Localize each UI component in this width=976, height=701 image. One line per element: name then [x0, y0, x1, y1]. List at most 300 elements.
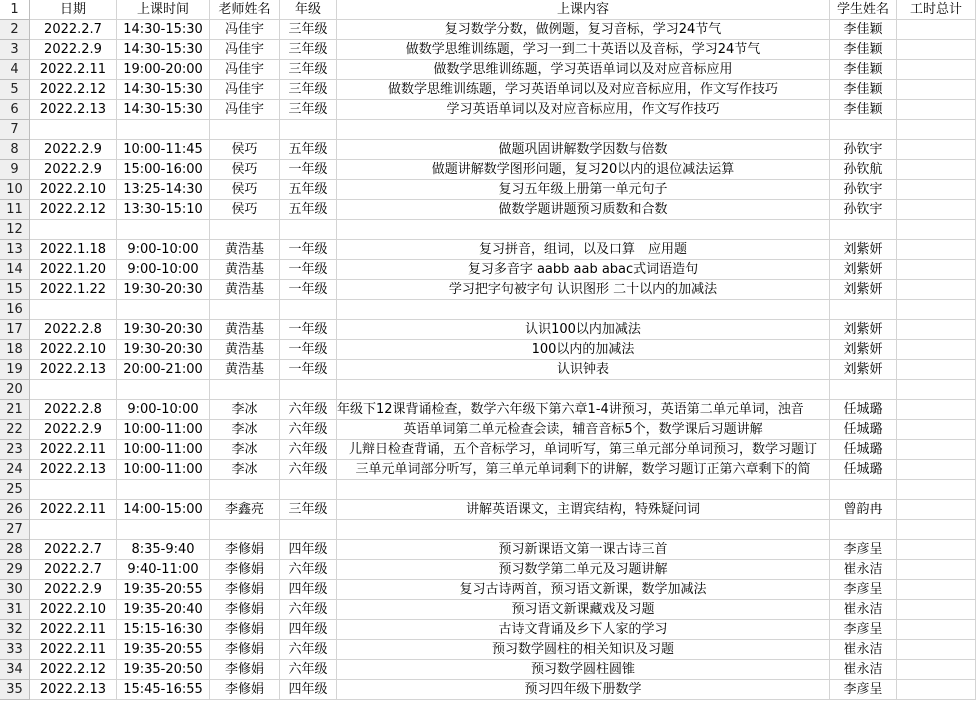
- total-hours-cell[interactable]: [897, 680, 976, 700]
- date-cell[interactable]: 2022.2.7: [30, 20, 117, 40]
- student-name-cell[interactable]: [830, 120, 897, 140]
- row-number[interactable]: 9: [0, 160, 30, 180]
- grade-cell[interactable]: 四年级: [280, 580, 337, 600]
- student-name-cell[interactable]: 李佳颖: [830, 60, 897, 80]
- row-number[interactable]: 34: [0, 660, 30, 680]
- table-row[interactable]: [0, 460, 976, 480]
- total-hours-cell[interactable]: [897, 60, 976, 80]
- teacher-name-cell[interactable]: 侯巧: [210, 200, 280, 220]
- date-cell[interactable]: 2022.2.10: [30, 340, 117, 360]
- lesson-content-cell[interactable]: 预习数学第二单元及习题讲解: [337, 560, 830, 580]
- lesson-content-cell[interactable]: 做数学思维训练题，学习一到二十英语以及音标，学习24节气: [337, 40, 830, 60]
- row-number[interactable]: 5: [0, 80, 30, 100]
- lesson-content-cell[interactable]: 预习数学圆柱的相关知识及习题: [337, 640, 830, 660]
- teacher-name-cell[interactable]: 冯佳宇: [210, 60, 280, 80]
- header-date-cell[interactable]: 日期: [30, 0, 117, 20]
- header-student-name-cell[interactable]: 学生姓名: [830, 0, 897, 20]
- date-cell[interactable]: 2022.2.8: [30, 320, 117, 340]
- row-number[interactable]: 13: [0, 240, 30, 260]
- grade-cell[interactable]: 六年级: [280, 460, 337, 480]
- grade-cell[interactable]: 一年级: [280, 160, 337, 180]
- date-cell[interactable]: 2022.2.13: [30, 360, 117, 380]
- table-row[interactable]: [0, 240, 976, 260]
- date-cell[interactable]: 2022.2.9: [30, 140, 117, 160]
- student-name-cell[interactable]: [830, 380, 897, 400]
- lesson-content-cell[interactable]: [337, 120, 830, 140]
- lesson-content-cell[interactable]: 复习五年级上册第一单元句子: [337, 180, 830, 200]
- lesson-content-cell[interactable]: 英语单词第二单元检查会读，辅音音标5个，数学课后习题讲解: [337, 420, 830, 440]
- row-number[interactable]: 20: [0, 380, 30, 400]
- student-name-cell[interactable]: [830, 480, 897, 500]
- date-cell[interactable]: 2022.2.12: [30, 80, 117, 100]
- class-time-cell[interactable]: 14:30-15:30: [117, 100, 210, 120]
- teacher-name-cell[interactable]: 侯巧: [210, 180, 280, 200]
- date-cell[interactable]: [30, 380, 117, 400]
- total-hours-cell[interactable]: [897, 420, 976, 440]
- lesson-content-cell[interactable]: 做题巩固讲解数学因数与倍数: [337, 140, 830, 160]
- class-time-cell[interactable]: 8:35-9:40: [117, 540, 210, 560]
- lesson-content-cell[interactable]: 预习数学圆柱圆锥: [337, 660, 830, 680]
- student-name-cell[interactable]: 孙钦宇: [830, 200, 897, 220]
- grade-cell[interactable]: 五年级: [280, 140, 337, 160]
- class-time-cell[interactable]: 19:35-20:40: [117, 600, 210, 620]
- grade-cell[interactable]: 四年级: [280, 680, 337, 700]
- total-hours-cell[interactable]: [897, 500, 976, 520]
- class-time-cell[interactable]: 15:00-16:00: [117, 160, 210, 180]
- table-row[interactable]: [0, 320, 976, 340]
- teacher-name-cell[interactable]: 李修娟: [210, 580, 280, 600]
- table-row[interactable]: [0, 80, 976, 100]
- lesson-content-cell[interactable]: 学习英语单词以及对应音标应用，作文写作技巧: [337, 100, 830, 120]
- teacher-name-cell[interactable]: [210, 480, 280, 500]
- teacher-name-cell[interactable]: 李修娟: [210, 680, 280, 700]
- teacher-name-cell[interactable]: 李冰: [210, 440, 280, 460]
- row-number[interactable]: 21: [0, 400, 30, 420]
- teacher-name-cell[interactable]: 李鑫亮: [210, 500, 280, 520]
- row-number[interactable]: 4: [0, 60, 30, 80]
- date-cell[interactable]: 2022.2.9: [30, 40, 117, 60]
- row-number[interactable]: 18: [0, 340, 30, 360]
- grade-cell[interactable]: 四年级: [280, 540, 337, 560]
- total-hours-cell[interactable]: [897, 380, 976, 400]
- teacher-name-cell[interactable]: 冯佳宇: [210, 20, 280, 40]
- total-hours-cell[interactable]: [897, 540, 976, 560]
- row-number[interactable]: 7: [0, 120, 30, 140]
- total-hours-cell[interactable]: [897, 140, 976, 160]
- student-name-cell[interactable]: 任城璐: [830, 400, 897, 420]
- teacher-name-cell[interactable]: 李修娟: [210, 660, 280, 680]
- total-hours-cell[interactable]: [897, 640, 976, 660]
- table-row[interactable]: [0, 220, 976, 240]
- table-row[interactable]: [0, 200, 976, 220]
- grade-cell[interactable]: 一年级: [280, 260, 337, 280]
- class-time-cell[interactable]: 13:30-15:10: [117, 200, 210, 220]
- student-name-cell[interactable]: 崔永洁: [830, 640, 897, 660]
- grade-cell[interactable]: [280, 520, 337, 540]
- student-name-cell[interactable]: 李佳颖: [830, 40, 897, 60]
- class-time-cell[interactable]: 9:00-10:00: [117, 400, 210, 420]
- grade-cell[interactable]: [280, 300, 337, 320]
- grade-cell[interactable]: 三年级: [280, 100, 337, 120]
- row-number[interactable]: 19: [0, 360, 30, 380]
- total-hours-cell[interactable]: [897, 520, 976, 540]
- lesson-content-cell[interactable]: 年级下12课背诵检查，数学六年级下第六章1-4讲预习，英语第二单元单词，浊音: [337, 400, 830, 420]
- row-number[interactable]: 12: [0, 220, 30, 240]
- row-number[interactable]: 1: [0, 0, 30, 20]
- class-time-cell[interactable]: 19:35-20:55: [117, 580, 210, 600]
- row-number[interactable]: 23: [0, 440, 30, 460]
- table-row[interactable]: [0, 40, 976, 60]
- row-number[interactable]: 6: [0, 100, 30, 120]
- grade-cell[interactable]: 三年级: [280, 500, 337, 520]
- lesson-content-cell[interactable]: [337, 380, 830, 400]
- header-grade-cell[interactable]: 年级: [280, 0, 337, 20]
- student-name-cell[interactable]: 李彦呈: [830, 620, 897, 640]
- student-name-cell[interactable]: 崔永洁: [830, 660, 897, 680]
- teacher-name-cell[interactable]: 黄浩基: [210, 260, 280, 280]
- student-name-cell[interactable]: 孙钦航: [830, 160, 897, 180]
- class-time-cell[interactable]: 19:35-20:50: [117, 660, 210, 680]
- date-cell[interactable]: 2022.2.9: [30, 160, 117, 180]
- teacher-name-cell[interactable]: [210, 520, 280, 540]
- table-row[interactable]: [0, 380, 976, 400]
- grade-cell[interactable]: 四年级: [280, 620, 337, 640]
- teacher-name-cell[interactable]: 冯佳宇: [210, 40, 280, 60]
- total-hours-cell[interactable]: [897, 560, 976, 580]
- grade-cell[interactable]: 一年级: [280, 240, 337, 260]
- lesson-content-cell[interactable]: 认识钟表: [337, 360, 830, 380]
- lesson-content-cell[interactable]: 讲解英语课文，主谓宾结构，特殊疑问词: [337, 500, 830, 520]
- total-hours-cell[interactable]: [897, 460, 976, 480]
- table-row[interactable]: [0, 160, 976, 180]
- lesson-content-cell[interactable]: [337, 300, 830, 320]
- student-name-cell[interactable]: 李彦呈: [830, 540, 897, 560]
- table-row[interactable]: [0, 640, 976, 660]
- row-number[interactable]: 26: [0, 500, 30, 520]
- row-number[interactable]: 33: [0, 640, 30, 660]
- teacher-name-cell[interactable]: 黄浩基: [210, 360, 280, 380]
- date-cell[interactable]: [30, 480, 117, 500]
- lesson-content-cell[interactable]: 古诗文背诵及乡下人家的学习: [337, 620, 830, 640]
- class-time-cell[interactable]: 10:00-11:00: [117, 460, 210, 480]
- grade-cell[interactable]: 六年级: [280, 400, 337, 420]
- student-name-cell[interactable]: 刘紫妍: [830, 260, 897, 280]
- class-time-cell[interactable]: 19:35-20:55: [117, 640, 210, 660]
- date-cell[interactable]: 2022.2.10: [30, 600, 117, 620]
- table-row[interactable]: [0, 20, 976, 40]
- student-name-cell[interactable]: 崔永洁: [830, 560, 897, 580]
- date-cell[interactable]: 2022.2.9: [30, 420, 117, 440]
- total-hours-cell[interactable]: [897, 100, 976, 120]
- lesson-content-cell[interactable]: 复习数学分数，做例题，复习音标，学习24节气: [337, 20, 830, 40]
- grade-cell[interactable]: 六年级: [280, 660, 337, 680]
- student-name-cell[interactable]: 孙钦宇: [830, 180, 897, 200]
- table-row[interactable]: [0, 400, 976, 420]
- teacher-name-cell[interactable]: 黄浩基: [210, 340, 280, 360]
- total-hours-cell[interactable]: [897, 580, 976, 600]
- student-name-cell[interactable]: 刘紫妍: [830, 360, 897, 380]
- date-cell[interactable]: [30, 220, 117, 240]
- table-row[interactable]: [0, 440, 976, 460]
- class-time-cell[interactable]: 13:25-14:30: [117, 180, 210, 200]
- lesson-content-cell[interactable]: [337, 520, 830, 540]
- teacher-name-cell[interactable]: 冯佳宇: [210, 100, 280, 120]
- student-name-cell[interactable]: 李佳颖: [830, 20, 897, 40]
- row-number[interactable]: 27: [0, 520, 30, 540]
- student-name-cell[interactable]: [830, 300, 897, 320]
- teacher-name-cell[interactable]: 李冰: [210, 460, 280, 480]
- class-time-cell[interactable]: 19:30-20:30: [117, 280, 210, 300]
- date-cell[interactable]: [30, 520, 117, 540]
- teacher-name-cell[interactable]: 李修娟: [210, 640, 280, 660]
- teacher-name-cell[interactable]: 黄浩基: [210, 280, 280, 300]
- grade-cell[interactable]: 三年级: [280, 40, 337, 60]
- teacher-name-cell[interactable]: 李修娟: [210, 600, 280, 620]
- class-time-cell[interactable]: 14:00-15:00: [117, 500, 210, 520]
- total-hours-cell[interactable]: [897, 120, 976, 140]
- date-cell[interactable]: 2022.1.20: [30, 260, 117, 280]
- student-name-cell[interactable]: 任城璐: [830, 440, 897, 460]
- class-time-cell[interactable]: 20:00-21:00: [117, 360, 210, 380]
- student-name-cell[interactable]: 任城璐: [830, 460, 897, 480]
- row-number[interactable]: 30: [0, 580, 30, 600]
- table-row[interactable]: [0, 60, 976, 80]
- date-cell[interactable]: 2022.2.9: [30, 580, 117, 600]
- teacher-name-cell[interactable]: 侯巧: [210, 160, 280, 180]
- grade-cell[interactable]: 六年级: [280, 640, 337, 660]
- lesson-content-cell[interactable]: 预习四年级下册数学: [337, 680, 830, 700]
- teacher-name-cell[interactable]: 黄浩基: [210, 320, 280, 340]
- student-name-cell[interactable]: 崔永洁: [830, 600, 897, 620]
- lesson-content-cell[interactable]: 100以内的加减法: [337, 340, 830, 360]
- teacher-name-cell[interactable]: [210, 300, 280, 320]
- total-hours-cell[interactable]: [897, 220, 976, 240]
- teacher-name-cell[interactable]: [210, 380, 280, 400]
- grade-cell[interactable]: 六年级: [280, 560, 337, 580]
- total-hours-cell[interactable]: [897, 400, 976, 420]
- grade-cell[interactable]: 一年级: [280, 320, 337, 340]
- lesson-content-cell[interactable]: 复习拼音，组词，以及口算 应用题: [337, 240, 830, 260]
- student-name-cell[interactable]: 李佳颖: [830, 80, 897, 100]
- table-row[interactable]: [0, 520, 976, 540]
- lesson-content-cell[interactable]: 做数学思维训练题，学习英语单词以及对应音标应用，作文写作技巧: [337, 80, 830, 100]
- total-hours-cell[interactable]: [897, 340, 976, 360]
- header-teacher-name-cell[interactable]: 老师姓名: [210, 0, 280, 20]
- class-time-cell[interactable]: [117, 520, 210, 540]
- total-hours-cell[interactable]: [897, 320, 976, 340]
- student-name-cell[interactable]: 刘紫妍: [830, 320, 897, 340]
- lesson-content-cell[interactable]: 预习语文新课藏戏及习题: [337, 600, 830, 620]
- row-number[interactable]: 28: [0, 540, 30, 560]
- total-hours-cell[interactable]: [897, 280, 976, 300]
- table-row[interactable]: [0, 260, 976, 280]
- row-number[interactable]: 17: [0, 320, 30, 340]
- header-class-time-cell[interactable]: 上课时间: [117, 0, 210, 20]
- table-row[interactable]: [0, 420, 976, 440]
- row-number[interactable]: 14: [0, 260, 30, 280]
- student-name-cell[interactable]: 孙钦宇: [830, 140, 897, 160]
- class-time-cell[interactable]: 19:30-20:30: [117, 340, 210, 360]
- student-name-cell[interactable]: 任城璐: [830, 420, 897, 440]
- row-number[interactable]: 8: [0, 140, 30, 160]
- teacher-name-cell[interactable]: 李冰: [210, 400, 280, 420]
- class-time-cell[interactable]: 15:15-16:30: [117, 620, 210, 640]
- total-hours-cell[interactable]: [897, 20, 976, 40]
- row-number[interactable]: 22: [0, 420, 30, 440]
- date-cell[interactable]: 2022.2.12: [30, 660, 117, 680]
- date-cell[interactable]: [30, 300, 117, 320]
- table-row[interactable]: [0, 480, 976, 500]
- lesson-content-cell[interactable]: 做数学题讲题预习质数和合数: [337, 200, 830, 220]
- total-hours-cell[interactable]: [897, 260, 976, 280]
- total-hours-cell[interactable]: [897, 480, 976, 500]
- total-hours-cell[interactable]: [897, 200, 976, 220]
- lesson-content-cell[interactable]: 做数学思维训练题，学习英语单词以及对应音标应用: [337, 60, 830, 80]
- teacher-name-cell[interactable]: [210, 220, 280, 240]
- class-time-cell[interactable]: 15:45-16:55: [117, 680, 210, 700]
- date-cell[interactable]: 2022.2.13: [30, 680, 117, 700]
- teacher-name-cell[interactable]: 李修娟: [210, 560, 280, 580]
- class-time-cell[interactable]: 19:00-20:00: [117, 60, 210, 80]
- table-row[interactable]: [0, 280, 976, 300]
- date-cell[interactable]: 2022.2.13: [30, 100, 117, 120]
- class-time-cell[interactable]: 9:00-10:00: [117, 260, 210, 280]
- date-cell[interactable]: 2022.2.11: [30, 440, 117, 460]
- class-time-cell[interactable]: [117, 380, 210, 400]
- grade-cell[interactable]: 六年级: [280, 420, 337, 440]
- total-hours-cell[interactable]: [897, 620, 976, 640]
- table-row[interactable]: [0, 100, 976, 120]
- teacher-name-cell[interactable]: [210, 120, 280, 140]
- date-cell[interactable]: 2022.2.13: [30, 460, 117, 480]
- lesson-content-cell[interactable]: 复习古诗两首，预习语文新课，数学加减法: [337, 580, 830, 600]
- header-total-hours-cell[interactable]: 工时总计: [897, 0, 976, 20]
- table-row[interactable]: [0, 300, 976, 320]
- date-cell[interactable]: 2022.2.11: [30, 640, 117, 660]
- total-hours-cell[interactable]: [897, 360, 976, 380]
- class-time-cell[interactable]: 9:00-10:00: [117, 240, 210, 260]
- student-name-cell[interactable]: 曾韵冉: [830, 500, 897, 520]
- row-number[interactable]: 15: [0, 280, 30, 300]
- grade-cell[interactable]: [280, 480, 337, 500]
- lesson-content-cell[interactable]: 复习多音字 aabb aab abac式词语造句: [337, 260, 830, 280]
- grade-cell[interactable]: 五年级: [280, 180, 337, 200]
- lesson-content-cell[interactable]: 学习把字句被字句 认识图形 二十以内的加减法: [337, 280, 830, 300]
- student-name-cell[interactable]: 刘紫妍: [830, 240, 897, 260]
- header-row[interactable]: [0, 0, 976, 20]
- date-cell[interactable]: 2022.2.7: [30, 560, 117, 580]
- grade-cell[interactable]: 三年级: [280, 60, 337, 80]
- row-number[interactable]: 24: [0, 460, 30, 480]
- class-time-cell[interactable]: 10:00-11:00: [117, 420, 210, 440]
- grade-cell[interactable]: 五年级: [280, 200, 337, 220]
- date-cell[interactable]: 2022.2.12: [30, 200, 117, 220]
- lesson-content-cell[interactable]: 三单元单词部分听写，第三单元单词剩下的讲解，数学习题订正第六章剩下的简: [337, 460, 830, 480]
- date-cell[interactable]: 2022.2.11: [30, 60, 117, 80]
- table-row[interactable]: [0, 140, 976, 160]
- class-time-cell[interactable]: 10:00-11:45: [117, 140, 210, 160]
- grade-cell[interactable]: [280, 120, 337, 140]
- table-row[interactable]: [0, 180, 976, 200]
- student-name-cell[interactable]: 刘紫妍: [830, 340, 897, 360]
- date-cell[interactable]: 2022.2.10: [30, 180, 117, 200]
- total-hours-cell[interactable]: [897, 80, 976, 100]
- lesson-content-cell[interactable]: 做题讲解数学图形问题，复习20以内的退位减法运算: [337, 160, 830, 180]
- grade-cell[interactable]: 六年级: [280, 600, 337, 620]
- class-time-cell[interactable]: 14:30-15:30: [117, 40, 210, 60]
- date-cell[interactable]: 2022.2.8: [30, 400, 117, 420]
- total-hours-cell[interactable]: [897, 600, 976, 620]
- table-row[interactable]: [0, 540, 976, 560]
- total-hours-cell[interactable]: [897, 300, 976, 320]
- grade-cell[interactable]: 一年级: [280, 280, 337, 300]
- class-time-cell[interactable]: [117, 120, 210, 140]
- class-time-cell[interactable]: [117, 300, 210, 320]
- teacher-name-cell[interactable]: 李修娟: [210, 540, 280, 560]
- total-hours-cell[interactable]: [897, 660, 976, 680]
- grade-cell[interactable]: 六年级: [280, 440, 337, 460]
- table-row[interactable]: [0, 340, 976, 360]
- lesson-content-cell[interactable]: [337, 220, 830, 240]
- total-hours-cell[interactable]: [897, 160, 976, 180]
- row-number[interactable]: 16: [0, 300, 30, 320]
- student-name-cell[interactable]: 李彦呈: [830, 680, 897, 700]
- class-time-cell[interactable]: 10:00-11:00: [117, 440, 210, 460]
- date-cell[interactable]: 2022.2.11: [30, 620, 117, 640]
- grade-cell[interactable]: 一年级: [280, 360, 337, 380]
- table-row[interactable]: [0, 680, 976, 700]
- date-cell[interactable]: [30, 120, 117, 140]
- teacher-name-cell[interactable]: 黄浩基: [210, 240, 280, 260]
- table-row[interactable]: [0, 580, 976, 600]
- row-number[interactable]: 32: [0, 620, 30, 640]
- date-cell[interactable]: 2022.1.22: [30, 280, 117, 300]
- lesson-content-cell[interactable]: 儿辩日检查背诵，五个音标学习，单词听写，第三单元部分单词预习，数学习题订: [337, 440, 830, 460]
- table-row[interactable]: [0, 660, 976, 680]
- table-row[interactable]: [0, 620, 976, 640]
- table-row[interactable]: [0, 600, 976, 620]
- total-hours-cell[interactable]: [897, 440, 976, 460]
- row-number[interactable]: 11: [0, 200, 30, 220]
- row-number[interactable]: 10: [0, 180, 30, 200]
- student-name-cell[interactable]: [830, 220, 897, 240]
- row-number[interactable]: 31: [0, 600, 30, 620]
- teacher-name-cell[interactable]: 李冰: [210, 420, 280, 440]
- class-time-cell[interactable]: [117, 480, 210, 500]
- row-number[interactable]: 2: [0, 20, 30, 40]
- table-row[interactable]: [0, 120, 976, 140]
- row-number[interactable]: 25: [0, 480, 30, 500]
- table-row[interactable]: [0, 500, 976, 520]
- grade-cell[interactable]: 一年级: [280, 340, 337, 360]
- grade-cell[interactable]: [280, 380, 337, 400]
- row-number[interactable]: 3: [0, 40, 30, 60]
- total-hours-cell[interactable]: [897, 240, 976, 260]
- date-cell[interactable]: 2022.1.18: [30, 240, 117, 260]
- grade-cell[interactable]: 三年级: [280, 20, 337, 40]
- teacher-name-cell[interactable]: 冯佳宇: [210, 80, 280, 100]
- teacher-name-cell[interactable]: 侯巧: [210, 140, 280, 160]
- table-row[interactable]: [0, 560, 976, 580]
- student-name-cell[interactable]: 刘紫妍: [830, 280, 897, 300]
- date-cell[interactable]: 2022.2.7: [30, 540, 117, 560]
- row-number[interactable]: 35: [0, 680, 30, 700]
- class-time-cell[interactable]: 14:30-15:30: [117, 80, 210, 100]
- student-name-cell[interactable]: 李佳颖: [830, 100, 897, 120]
- total-hours-cell[interactable]: [897, 40, 976, 60]
- teacher-name-cell[interactable]: 李修娟: [210, 620, 280, 640]
- student-name-cell[interactable]: 李彦呈: [830, 580, 897, 600]
